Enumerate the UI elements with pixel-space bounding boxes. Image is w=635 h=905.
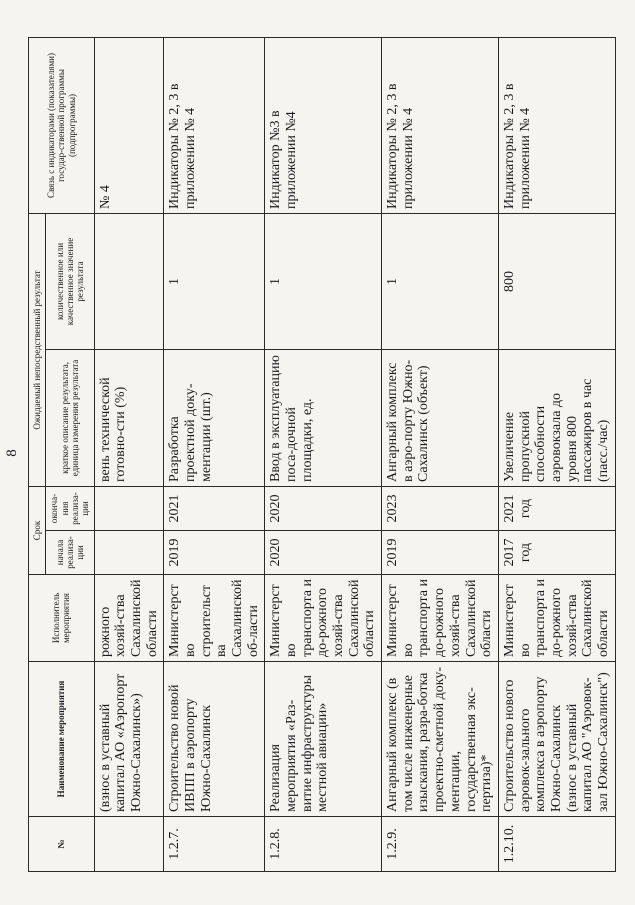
header-no: № bbox=[29, 817, 95, 872]
row-no: 1.2.7. bbox=[164, 817, 265, 872]
row-link: Индикаторы № 2, 3 в приложении № 4 bbox=[498, 37, 615, 213]
row-name: Ангарный комплекс (в том числе инженерные изыскания, разра-ботка проектно-сметной доку-ментации, государственная экс-пертиза)* bbox=[382, 662, 499, 817]
activities-table bbox=[28, 37, 616, 872]
row-value bbox=[94, 213, 164, 349]
row-desc: Разработка проектной доку-ментации (шт.) bbox=[164, 349, 265, 486]
row-link: Индикатор №3 в приложении №4 bbox=[265, 37, 382, 213]
row-no: 1.2.9. bbox=[382, 817, 499, 872]
row-start bbox=[94, 531, 164, 575]
row-link: Индикаторы № 2, 3 в приложении № 4 bbox=[382, 37, 499, 213]
rotated-table-area bbox=[0, 18, 635, 888]
table-row bbox=[382, 37, 499, 871]
row-no bbox=[94, 817, 164, 872]
row-end: 2021 bbox=[164, 486, 265, 530]
table-row bbox=[94, 37, 164, 871]
header-name: Наименование мероприятия bbox=[29, 662, 95, 817]
row-name: Строительство новой ИВПП в аэропорту Южно-Сахалинск bbox=[164, 662, 265, 817]
row-desc: вень технической готовно-сти (%) bbox=[94, 349, 164, 486]
header-row bbox=[29, 37, 46, 871]
row-executor: Министерство транспорта и до-рожного хозяй-ства Сахалинской области bbox=[498, 575, 615, 662]
row-desc: Ангарный комплекс в аэро-порту Южно-Сахалинск (объект) bbox=[382, 349, 499, 486]
row-start: 2019 bbox=[382, 531, 499, 575]
table-row bbox=[498, 37, 615, 871]
row-start: 2017 год bbox=[498, 531, 615, 575]
row-end: 2020 bbox=[265, 486, 382, 530]
row-value: 1 bbox=[382, 213, 499, 349]
row-value: 1 bbox=[265, 213, 382, 349]
row-desc: Ввод в эксплуатацию поса-дочной площадки, ед. bbox=[265, 349, 382, 486]
row-desc: Увеличение пропускной способности аэровокзала до уровня 800 пассажиров в час (пасс./час) bbox=[498, 349, 615, 486]
row-end bbox=[94, 486, 164, 530]
header-executor: Исполнитель мероприятия bbox=[29, 575, 95, 662]
header-term: Срок bbox=[29, 486, 46, 574]
row-executor: рожного хозяй-ства Сахалинской области bbox=[94, 575, 164, 662]
row-value: 1 bbox=[164, 213, 265, 349]
header-expected: Ожидаемый непосредственный результат bbox=[29, 213, 46, 486]
row-link: Индикаторы № 2, 3 в приложении № 4 bbox=[164, 37, 265, 213]
row-executor: Министерство транспорта и до-рожного хозяй-ства Сахалинской области bbox=[382, 575, 499, 662]
table-row bbox=[164, 37, 265, 871]
row-start: 2019 bbox=[164, 531, 265, 575]
table-row bbox=[265, 37, 382, 871]
header-term-end: оконча-ния реализа-ции bbox=[46, 486, 94, 530]
row-end: 2023 bbox=[382, 486, 499, 530]
header-term-start: начала реализа-ции bbox=[46, 531, 94, 575]
page-number: 8 bbox=[4, 449, 20, 457]
row-name: Реализация мероприятия «Раз-витие инфраструктуры местной авиации» bbox=[265, 662, 382, 817]
row-no: 1.2.8. bbox=[265, 817, 382, 872]
row-executor: Министерство транспорта и до-рожного хозяй-ства Сахалинской области bbox=[265, 575, 382, 662]
header-expected-desc: краткое описание результата, единица измерения результата bbox=[46, 349, 94, 486]
header-expected-value: количественное или качественное значение результата bbox=[46, 213, 94, 349]
row-executor: Министерство строительства Сахалинской об-ласти bbox=[164, 575, 265, 662]
row-start: 2020 bbox=[265, 531, 382, 575]
header-link: Связь с индикаторами (показателями) государ-ственной программы (подпрограммы) bbox=[29, 37, 95, 213]
row-link: № 4 bbox=[94, 37, 164, 213]
row-name: Строительство нового аэровок-зального комплекса в аэропорту Южно-Сахалинск (взнос в уставный капитал АО "Аэровок-зал Южно-Сахалинск") bbox=[498, 662, 615, 817]
row-end: 2021 год bbox=[498, 486, 615, 530]
row-no: 1.2.10. bbox=[498, 817, 615, 872]
row-value: 800 bbox=[498, 213, 615, 349]
row-name: (взнос в уставный капитал АО «Аэропорт Южно-Сахалинск») bbox=[94, 662, 164, 817]
